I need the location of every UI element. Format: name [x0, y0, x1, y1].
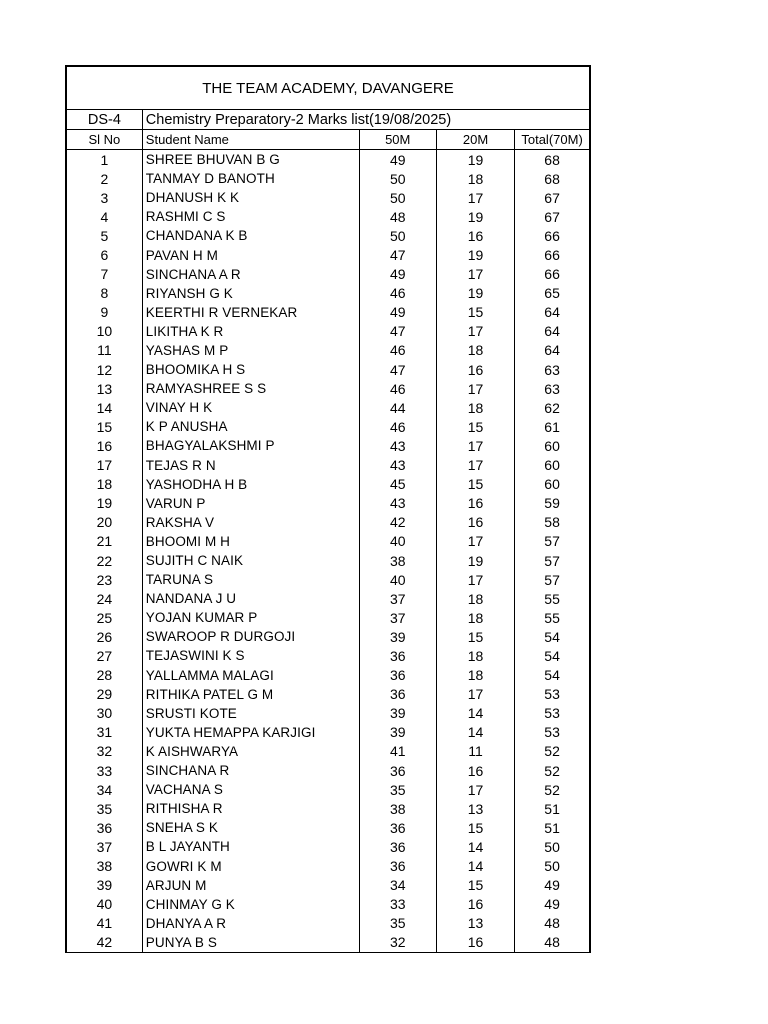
marks-20m-cell: 17	[436, 780, 514, 799]
marks-20m-cell: 18	[436, 341, 514, 360]
total-cell: 68	[515, 150, 590, 170]
header-student-name: Student Name	[142, 130, 359, 150]
table-row	[66, 704, 590, 723]
table-row	[66, 398, 590, 417]
table-row	[66, 780, 590, 799]
marks-20m-cell: 15	[436, 417, 514, 436]
marks-20m-cell: 17	[436, 265, 514, 284]
total-cell: 58	[515, 513, 590, 532]
table-row	[66, 417, 590, 436]
total-cell: 65	[515, 284, 590, 303]
total-cell: 60	[515, 475, 590, 494]
student-name-cell: TANMAY D BANOTH	[142, 169, 359, 188]
marks-20m-cell: 17	[436, 322, 514, 341]
sl-no-cell: 20	[66, 513, 142, 532]
student-name-cell: KEERTHI R VERNEKAR	[142, 303, 359, 322]
sl-no-cell: 37	[66, 837, 142, 856]
total-cell: 49	[515, 876, 590, 895]
sl-no-cell: 36	[66, 818, 142, 837]
sl-no-cell: 26	[66, 627, 142, 646]
sheet-title: THE TEAM ACADEMY, DAVANGERE	[66, 66, 590, 110]
marks-20m-cell: 15	[436, 818, 514, 837]
student-name-cell: BHOOMIKA H S	[142, 360, 359, 379]
marks-20m-cell: 15	[436, 876, 514, 895]
student-name-cell: VACHANA S	[142, 780, 359, 799]
table-row	[66, 876, 590, 895]
student-name-cell: SUJITH C NAIK	[142, 551, 359, 570]
table-row	[66, 436, 590, 455]
sl-no-cell: 3	[66, 188, 142, 207]
marks-50m-cell: 36	[359, 666, 436, 685]
sl-no-cell: 39	[66, 876, 142, 895]
student-name-cell: YOJAN KUMAR P	[142, 608, 359, 627]
marks-20m-cell: 18	[436, 398, 514, 417]
marks-20m-cell: 16	[436, 895, 514, 914]
sl-no-cell: 38	[66, 856, 142, 875]
total-cell: 51	[515, 818, 590, 837]
marks-20m-cell: 17	[436, 436, 514, 455]
student-name-cell: SINCHANA R	[142, 761, 359, 780]
table-row	[66, 284, 590, 303]
table-row	[66, 685, 590, 704]
student-name-cell: TEJASWINI K S	[142, 646, 359, 665]
marks-table	[65, 65, 591, 953]
student-name-cell: SRUSTI KOTE	[142, 704, 359, 723]
marks-50m-cell: 37	[359, 589, 436, 608]
marks-50m-cell: 50	[359, 226, 436, 245]
marks-20m-cell: 13	[436, 914, 514, 933]
marks-50m-cell: 49	[359, 150, 436, 170]
student-name-cell: RITHISHA R	[142, 799, 359, 818]
total-cell: 55	[515, 589, 590, 608]
marks-50m-cell: 32	[359, 933, 436, 953]
marks-20m-cell: 16	[436, 226, 514, 245]
table-row	[66, 666, 590, 685]
marks-20m-cell: 19	[436, 551, 514, 570]
marks-20m-cell: 18	[436, 608, 514, 627]
marks-50m-cell: 47	[359, 245, 436, 264]
table-row	[66, 379, 590, 398]
sl-no-cell: 40	[66, 895, 142, 914]
marks-50m-cell: 39	[359, 627, 436, 646]
marks-50m-cell: 43	[359, 456, 436, 475]
marks-20m-cell: 19	[436, 207, 514, 226]
total-cell: 57	[515, 532, 590, 551]
total-cell: 50	[515, 837, 590, 856]
marks-50m-cell: 36	[359, 646, 436, 665]
sl-no-cell: 28	[66, 666, 142, 685]
sl-no-cell: 24	[66, 589, 142, 608]
marks-20m-cell: 17	[436, 379, 514, 398]
marks-20m-cell: 14	[436, 704, 514, 723]
sl-no-cell: 21	[66, 532, 142, 551]
marks-50m-cell: 46	[359, 284, 436, 303]
sl-no-cell: 6	[66, 245, 142, 264]
sl-no-cell: 13	[66, 379, 142, 398]
marks-20m-cell: 16	[436, 494, 514, 513]
total-cell: 51	[515, 799, 590, 818]
marks-50m-cell: 50	[359, 169, 436, 188]
marks-20m-cell: 19	[436, 284, 514, 303]
marks-50m-cell: 35	[359, 780, 436, 799]
table-row	[66, 646, 590, 665]
total-cell: 63	[515, 379, 590, 398]
sl-no-cell: 35	[66, 799, 142, 818]
marks-50m-cell: 41	[359, 742, 436, 761]
marks-50m-cell: 36	[359, 685, 436, 704]
table-row	[66, 818, 590, 837]
student-name-cell: SHREE BHUVAN B G	[142, 150, 359, 170]
marks-20m-cell: 18	[436, 646, 514, 665]
student-name-cell: SNEHA S K	[142, 818, 359, 837]
table-row	[66, 494, 590, 513]
subtitle-row	[66, 110, 590, 130]
sl-no-cell: 1	[66, 150, 142, 170]
sl-no-cell: 29	[66, 685, 142, 704]
student-name-cell: YASHAS M P	[142, 341, 359, 360]
total-cell: 66	[515, 265, 590, 284]
sl-no-cell: 18	[66, 475, 142, 494]
total-cell: 53	[515, 704, 590, 723]
table-row	[66, 360, 590, 379]
total-cell: 54	[515, 666, 590, 685]
marks-50m-cell: 36	[359, 818, 436, 837]
table-row	[66, 226, 590, 245]
sl-no-cell: 17	[66, 456, 142, 475]
table-row	[66, 914, 590, 933]
marks-20m-cell: 14	[436, 723, 514, 742]
marks-50m-cell: 40	[359, 532, 436, 551]
student-name-cell: RAKSHA V	[142, 513, 359, 532]
total-cell: 57	[515, 570, 590, 589]
marks-50m-cell: 47	[359, 360, 436, 379]
marks-50m-cell: 50	[359, 188, 436, 207]
student-name-cell: RIYANSH G K	[142, 284, 359, 303]
total-cell: 64	[515, 303, 590, 322]
total-cell: 48	[515, 933, 590, 953]
marks-50m-cell: 46	[359, 341, 436, 360]
marks-20m-cell: 18	[436, 589, 514, 608]
marks-50m-cell: 33	[359, 895, 436, 914]
sl-no-cell: 25	[66, 608, 142, 627]
sl-no-cell: 4	[66, 207, 142, 226]
total-cell: 62	[515, 398, 590, 417]
total-cell: 54	[515, 646, 590, 665]
sl-no-cell: 8	[66, 284, 142, 303]
sl-no-cell: 22	[66, 551, 142, 570]
student-name-cell: K P ANUSHA	[142, 417, 359, 436]
marks-20m-cell: 14	[436, 856, 514, 875]
table-row	[66, 303, 590, 322]
marks-20m-cell: 19	[436, 150, 514, 170]
student-name-cell: RAMYASHREE S S	[142, 379, 359, 398]
marks-50m-cell: 48	[359, 207, 436, 226]
total-cell: 60	[515, 456, 590, 475]
marks-50m-cell: 36	[359, 837, 436, 856]
table-row	[66, 150, 590, 170]
marks-20m-cell: 17	[436, 456, 514, 475]
marks-50m-cell: 38	[359, 551, 436, 570]
marks-20m-cell: 13	[436, 799, 514, 818]
marks-50m-cell: 45	[359, 475, 436, 494]
test-description: Chemistry Preparatory-2 Marks list(19/08/2025)	[142, 110, 590, 130]
marks-50m-cell: 46	[359, 379, 436, 398]
marks-20m-cell: 15	[436, 303, 514, 322]
table-row	[66, 723, 590, 742]
total-cell: 54	[515, 627, 590, 646]
table-row	[66, 265, 590, 284]
marks-50m-cell: 38	[359, 799, 436, 818]
total-cell: 57	[515, 551, 590, 570]
total-cell: 64	[515, 341, 590, 360]
student-name-cell: CHANDANA K B	[142, 226, 359, 245]
marks-20m-cell: 19	[436, 245, 514, 264]
sl-no-cell: 15	[66, 417, 142, 436]
sl-no-cell: 11	[66, 341, 142, 360]
table-row	[66, 799, 590, 818]
marks-20m-cell: 16	[436, 360, 514, 379]
marks-table-body	[66, 66, 590, 952]
header-50m: 50M	[359, 130, 436, 150]
marks-50m-cell: 46	[359, 417, 436, 436]
student-name-cell: PAVAN H M	[142, 245, 359, 264]
marks-50m-cell: 43	[359, 494, 436, 513]
marks-20m-cell: 17	[436, 570, 514, 589]
marks-50m-cell: 37	[359, 608, 436, 627]
table-row	[66, 608, 590, 627]
table-row	[66, 837, 590, 856]
sl-no-cell: 10	[66, 322, 142, 341]
sl-no-cell: 5	[66, 226, 142, 245]
marks-50m-cell: 43	[359, 436, 436, 455]
sl-no-cell: 2	[66, 169, 142, 188]
column-header-row	[66, 130, 590, 150]
total-cell: 66	[515, 245, 590, 264]
student-name-cell: YALLAMMA MALAGI	[142, 666, 359, 685]
marks-50m-cell: 47	[359, 322, 436, 341]
marks-50m-cell: 44	[359, 398, 436, 417]
student-name-cell: RITHIKA PATEL G M	[142, 685, 359, 704]
total-cell: 52	[515, 761, 590, 780]
sl-no-cell: 9	[66, 303, 142, 322]
student-name-cell: PUNYA B S	[142, 933, 359, 953]
total-cell: 50	[515, 856, 590, 875]
total-cell: 59	[515, 494, 590, 513]
batch-code: DS-4	[66, 110, 142, 130]
student-name-cell: SINCHANA A R	[142, 265, 359, 284]
student-name-cell: GOWRI K M	[142, 856, 359, 875]
sl-no-cell: 23	[66, 570, 142, 589]
student-name-cell: SWAROOP R DURGOJI	[142, 627, 359, 646]
total-cell: 55	[515, 608, 590, 627]
total-cell: 64	[515, 322, 590, 341]
total-cell: 60	[515, 436, 590, 455]
marks-20m-cell: 16	[436, 513, 514, 532]
student-name-cell: TEJAS R N	[142, 456, 359, 475]
marks-50m-cell: 36	[359, 761, 436, 780]
marks-20m-cell: 18	[436, 666, 514, 685]
table-row	[66, 207, 590, 226]
sl-no-cell: 16	[66, 436, 142, 455]
sl-no-cell: 31	[66, 723, 142, 742]
marks-20m-cell: 16	[436, 761, 514, 780]
table-row	[66, 933, 590, 953]
table-row	[66, 532, 590, 551]
student-name-cell: VARUN P	[142, 494, 359, 513]
table-row	[66, 475, 590, 494]
table-row	[66, 456, 590, 475]
total-cell: 63	[515, 360, 590, 379]
marks-20m-cell: 17	[436, 532, 514, 551]
student-name-cell: ARJUN M	[142, 876, 359, 895]
student-name-cell: DHANYA A R	[142, 914, 359, 933]
marks-50m-cell: 39	[359, 704, 436, 723]
table-row	[66, 761, 590, 780]
marks-50m-cell: 34	[359, 876, 436, 895]
student-name-cell: TARUNA S	[142, 570, 359, 589]
marks-50m-cell: 36	[359, 856, 436, 875]
student-name-cell: LIKITHA K R	[142, 322, 359, 341]
marks-20m-cell: 18	[436, 169, 514, 188]
table-row	[66, 895, 590, 914]
sl-no-cell: 27	[66, 646, 142, 665]
sl-no-cell: 30	[66, 704, 142, 723]
table-row	[66, 570, 590, 589]
student-name-cell: YASHODHA H B	[142, 475, 359, 494]
table-row	[66, 188, 590, 207]
total-cell: 52	[515, 780, 590, 799]
sl-no-cell: 32	[66, 742, 142, 761]
total-cell: 53	[515, 723, 590, 742]
student-name-cell: DHANUSH K K	[142, 188, 359, 207]
student-name-cell: RASHMI C S	[142, 207, 359, 226]
marks-50m-cell: 40	[359, 570, 436, 589]
table-row	[66, 856, 590, 875]
header-20m: 20M	[436, 130, 514, 150]
sl-no-cell: 42	[66, 933, 142, 953]
marks-50m-cell: 39	[359, 723, 436, 742]
marks-50m-cell: 42	[359, 513, 436, 532]
table-row	[66, 245, 590, 264]
header-total: Total(70M)	[515, 130, 590, 150]
marks-20m-cell: 14	[436, 837, 514, 856]
header-sl-no: Sl No	[66, 130, 142, 150]
student-name-cell: CHINMAY G K	[142, 895, 359, 914]
marks-20m-cell: 16	[436, 933, 514, 953]
table-row	[66, 589, 590, 608]
title-row	[66, 66, 590, 110]
table-row	[66, 513, 590, 532]
total-cell: 52	[515, 742, 590, 761]
marks-20m-cell: 15	[436, 627, 514, 646]
sl-no-cell: 14	[66, 398, 142, 417]
marks-20m-cell: 15	[436, 475, 514, 494]
student-name-cell: VINAY H K	[142, 398, 359, 417]
total-cell: 49	[515, 895, 590, 914]
total-cell: 67	[515, 207, 590, 226]
student-name-cell: BHOOMI M H	[142, 532, 359, 551]
total-cell: 68	[515, 169, 590, 188]
total-cell: 67	[515, 188, 590, 207]
table-row	[66, 627, 590, 646]
table-row	[66, 322, 590, 341]
sl-no-cell: 34	[66, 780, 142, 799]
marks-50m-cell: 35	[359, 914, 436, 933]
sl-no-cell: 33	[66, 761, 142, 780]
marks-20m-cell: 17	[436, 188, 514, 207]
sl-no-cell: 12	[66, 360, 142, 379]
marks-20m-cell: 17	[436, 685, 514, 704]
student-name-cell: YUKTA HEMAPPA KARJIGI	[142, 723, 359, 742]
total-cell: 53	[515, 685, 590, 704]
student-name-cell: BHAGYALAKSHMI P	[142, 436, 359, 455]
table-row	[66, 742, 590, 761]
marks-20m-cell: 11	[436, 742, 514, 761]
table-row	[66, 169, 590, 188]
marks-50m-cell: 49	[359, 303, 436, 322]
total-cell: 66	[515, 226, 590, 245]
marks-50m-cell: 49	[359, 265, 436, 284]
table-row	[66, 341, 590, 360]
student-name-cell: NANDANA J U	[142, 589, 359, 608]
sl-no-cell: 7	[66, 265, 142, 284]
sl-no-cell: 41	[66, 914, 142, 933]
student-name-cell: K AISHWARYA	[142, 742, 359, 761]
sl-no-cell: 19	[66, 494, 142, 513]
total-cell: 61	[515, 417, 590, 436]
student-name-cell: B L JAYANTH	[142, 837, 359, 856]
total-cell: 48	[515, 914, 590, 933]
table-row	[66, 551, 590, 570]
